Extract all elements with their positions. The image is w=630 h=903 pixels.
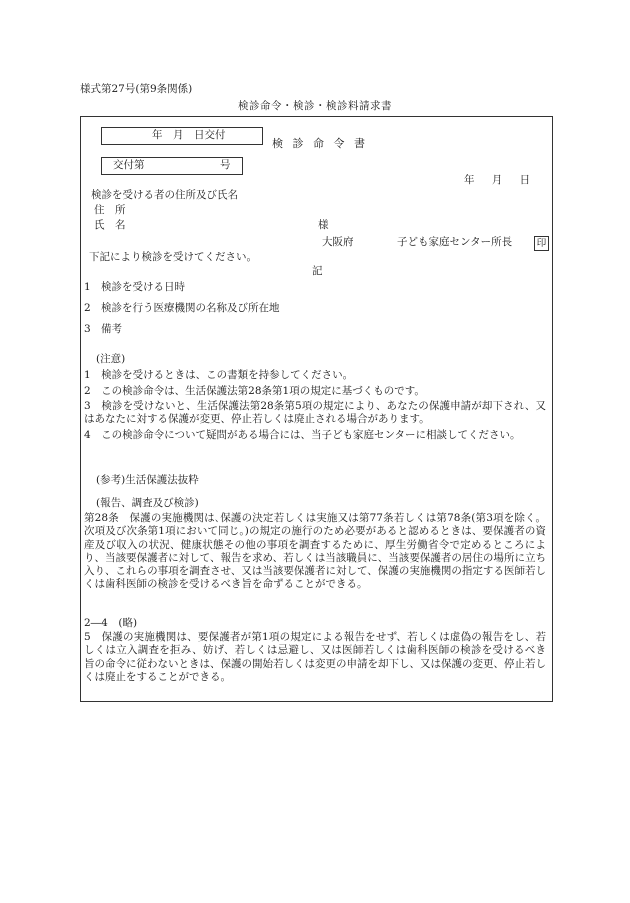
reference-subheading: (報告、調査及び検診) bbox=[96, 497, 199, 509]
notes-heading: (注意) bbox=[96, 353, 126, 365]
item-2-text: 検診を行う医療機関の名称及び所在地 bbox=[101, 302, 280, 314]
item-2-number: 2 bbox=[84, 302, 91, 314]
ki-label: 記 bbox=[312, 265, 323, 277]
issue-number-box bbox=[101, 157, 243, 175]
document-title: 検診命令・検診・検診料請求書 bbox=[238, 100, 392, 112]
issuer-office: 子ども家庭センター所長 bbox=[397, 236, 513, 248]
issue-number-label: 交付第 bbox=[113, 159, 145, 171]
item-1-number: 1 bbox=[84, 281, 91, 293]
honorific: 様 bbox=[318, 219, 329, 231]
address-label: 住 所 bbox=[94, 204, 126, 216]
omitted-clauses: 2―4 (略) bbox=[84, 617, 138, 629]
note-1: 1 検診を受けるときは、この書類を持参してください。 bbox=[84, 369, 354, 381]
name-label: 氏 名 bbox=[94, 219, 126, 231]
issuer-prefecture: 大阪府 bbox=[322, 236, 354, 248]
order-title: 検 診 命 令 書 bbox=[272, 137, 368, 150]
instruction-text: 下記により検診を受けてください。 bbox=[89, 251, 257, 263]
issue-date-text: 年 月 日交付 bbox=[152, 129, 226, 141]
reference-heading: (参考)生活保護法抜粋 bbox=[96, 474, 199, 486]
clause-5-text: 5 保護の実施機関は、要保護者が第1項の規定による報告をせず、若しくは虚偽の報告をし、若しくは立入調査を拒み、妨げ、若しくは忌避し、又は医師若しくは歯科医師の検診を受けるべき旨の命令に従わないときは、保護の開始若しくは変更の申請を却下し、又は保護の変更、停止若しくは廃止をすることができる。 bbox=[84, 631, 546, 683]
article-28-text: 第28条 保護の実施機関は､保護の決定若しくは実施又は第77条若しくは第78条(第3項を除く。次項及び次条第1項において同じ。)の規定の施行のため必要があると認めるときは、要保護者の資産及び収入の状況、健康状態その他の事項を調査するために、厚生労働省令で定めるところにより、当該要保護者に対して、報告を求め、若しくは当該職員に、当該要保護者の居住の場所に立ち入り、これらの事項を調査させ、又は当該要保護者に対して、保護の実施機関の指定する医師若しくは歯科医師の検診を受けるべき旨を命ずることができる。 bbox=[84, 512, 546, 591]
note-3: 3 検診を受けないと、生活保護法第28条第5項の規定により、あなたの保護申請が却下され、又はあなたに対する保護が変更、停止若しくは廃止される場合があります。 bbox=[84, 400, 546, 426]
seal-stamp: 印 bbox=[534, 236, 549, 251]
issue-date-box bbox=[101, 127, 263, 145]
form-number: 様式第27号(第9条関係) bbox=[80, 83, 193, 95]
issue-number-suffix: 号 bbox=[220, 159, 231, 171]
item-3-number: 3 bbox=[84, 323, 91, 335]
item-3-text: 備考 bbox=[101, 323, 122, 335]
note-4: 4 この検診命令について疑問がある場合には、当子ども家庭センターに相談してください。 bbox=[84, 429, 521, 441]
item-1-text: 検診を受ける日時 bbox=[101, 281, 185, 293]
recipient-heading: 検診を受ける者の住所及び氏名 bbox=[91, 189, 238, 201]
order-date: 年 月 日 bbox=[464, 174, 531, 186]
note-2: 2 この検診命令は、生活保護法第28条第1項の規定に基づくものです。 bbox=[84, 385, 425, 397]
